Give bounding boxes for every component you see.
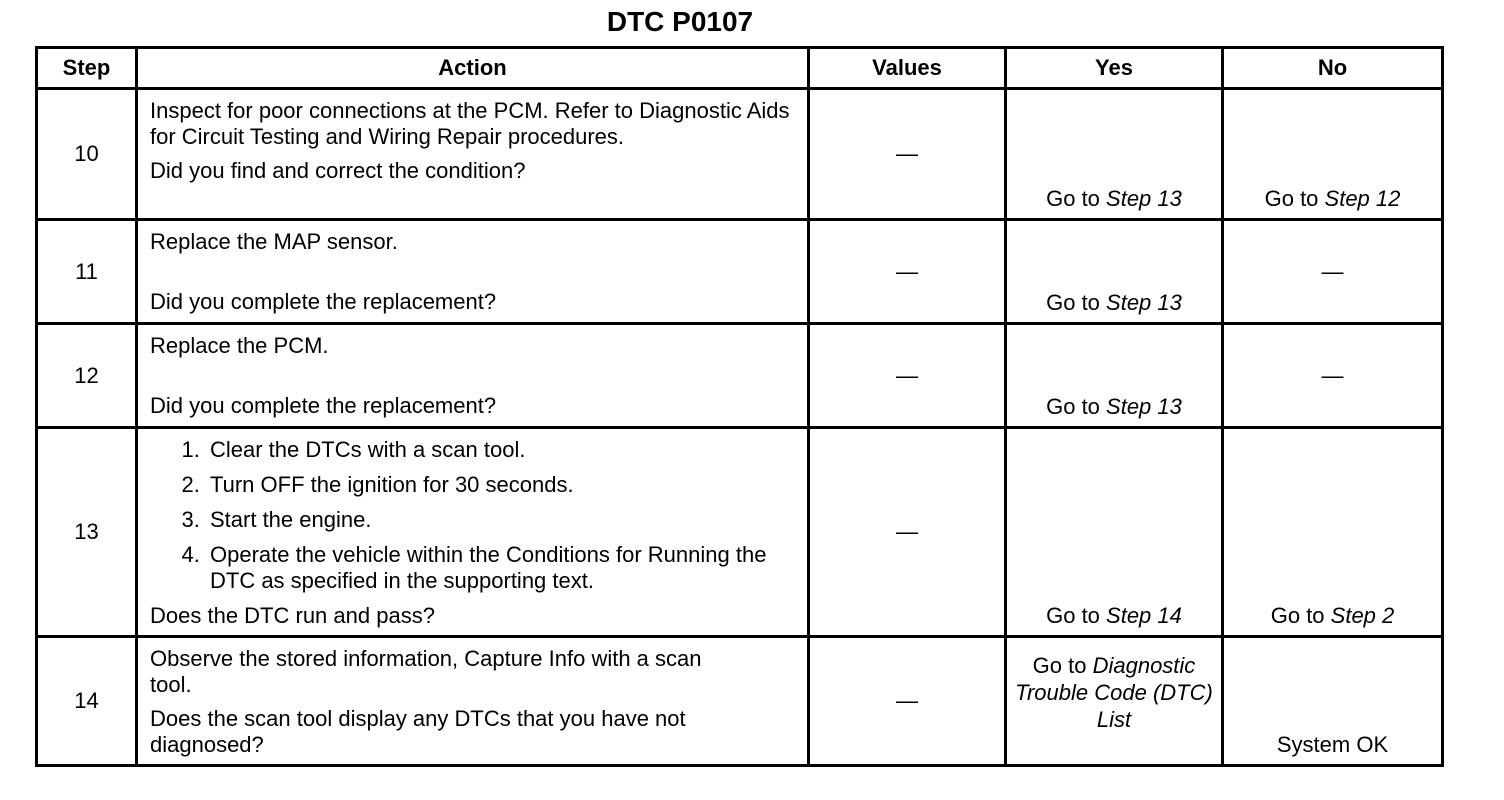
header-yes: Yes — [1006, 48, 1223, 89]
table-row — [37, 324, 1443, 428]
action-text: Inspect for poor connections at the PCM. Refer to Diagnostic Aids for Circuit Testing and Wiring Repair procedures. — [150, 98, 790, 149]
yes-cell — [1006, 428, 1223, 637]
yes-step-link[interactable]: Step 13 — [1106, 394, 1182, 419]
action-question: Does the DTC run and pass? — [150, 603, 435, 628]
action-text: Observe the stored information, Capture Info with a scan tool. — [150, 646, 702, 697]
values-cell: — — [809, 220, 1006, 324]
no-step-link[interactable]: Step 12 — [1324, 186, 1401, 211]
yes-step-link[interactable]: Step 13 — [1106, 186, 1182, 211]
yes-prefix: Go to — [1046, 290, 1107, 315]
values-cell: — — [809, 637, 1006, 766]
yes-prefix: Go to — [1046, 394, 1107, 419]
yes-prefix: Go to — [1032, 653, 1093, 678]
step-number: 14 — [37, 637, 137, 766]
step-number: 12 — [37, 324, 137, 428]
substep-list — [150, 437, 797, 594]
yes-cell — [1006, 89, 1223, 220]
no-prefix: Go to — [1270, 603, 1331, 628]
action-question: Did you find and correct the condition? — [150, 158, 526, 183]
yes-diagnostic-link[interactable]: Diagnostic Trouble Code (DTC) List — [1015, 653, 1213, 732]
action-cell — [137, 220, 809, 324]
action-cell — [137, 637, 809, 766]
substep-item: 2. Turn OFF the ignition for 30 seconds. — [206, 472, 797, 498]
no-cell: — — [1223, 324, 1443, 428]
substep-item: 4. Operate the vehicle within the Conditions for Running the DTC as specified in the supporting text. — [206, 542, 797, 594]
yes-step-link[interactable]: Step 13 — [1106, 290, 1182, 315]
diagnostic-table — [35, 46, 1444, 767]
no-prefix: Go to — [1264, 186, 1325, 211]
yes-cell — [1006, 324, 1223, 428]
action-question: Did you complete the replacement? — [150, 289, 497, 314]
action-cell — [137, 89, 809, 220]
action-question: Does the scan tool display any DTCs that you have not diagnosed? — [150, 706, 686, 757]
action-question: Did you complete the replacement? — [150, 393, 497, 418]
values-cell: — — [809, 324, 1006, 428]
header-values: Values — [809, 48, 1006, 89]
yes-cell — [1006, 637, 1223, 766]
step-number: 10 — [37, 89, 137, 220]
header-action: Action — [137, 48, 809, 89]
values-cell: — — [809, 428, 1006, 637]
substep-item: 3. Start the engine. — [206, 507, 797, 533]
action-text: Replace the MAP sensor. — [150, 229, 398, 254]
yes-prefix: Go to — [1046, 603, 1107, 628]
no-cell: — — [1223, 220, 1443, 324]
table-row — [37, 637, 1443, 766]
header-no: No — [1223, 48, 1443, 89]
page-title: DTC P0107 — [606, 6, 754, 37]
action-cell — [137, 324, 809, 428]
table-row — [37, 220, 1443, 324]
action-text: Replace the PCM. — [150, 333, 329, 358]
yes-step-link[interactable]: Step 14 — [1106, 603, 1182, 628]
header-step: Step — [37, 48, 137, 89]
action-cell — [137, 428, 809, 637]
table-row — [37, 89, 1443, 220]
table-row — [37, 428, 1443, 637]
no-cell — [1223, 428, 1443, 637]
yes-prefix: Go to — [1046, 186, 1107, 211]
no-step-link[interactable]: Step 2 — [1330, 603, 1395, 628]
header-row — [37, 48, 1443, 89]
step-number: 13 — [37, 428, 137, 637]
no-cell: System OK — [1223, 637, 1443, 766]
values-cell: — — [809, 89, 1006, 220]
step-number: 11 — [37, 220, 137, 324]
substep-item: 1. Clear the DTCs with a scan tool. — [206, 437, 797, 463]
no-cell — [1223, 89, 1443, 220]
yes-cell — [1006, 220, 1223, 324]
